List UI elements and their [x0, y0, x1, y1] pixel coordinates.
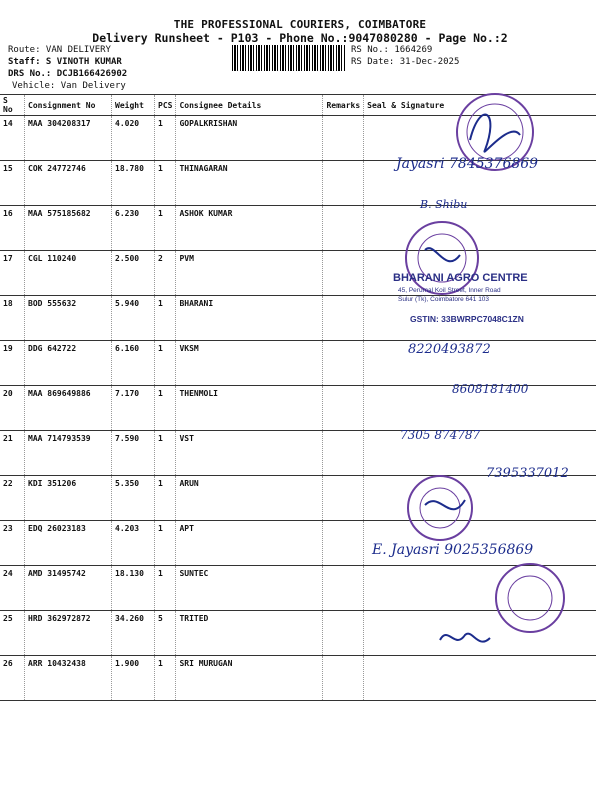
- cell-sno: 19: [0, 341, 25, 386]
- cell-sno: 21: [0, 431, 25, 476]
- route: Route: VAN DELIVERY: [8, 45, 111, 55]
- cell-pcs: 2: [155, 251, 176, 296]
- cell-consignment: COK 24772746: [25, 161, 112, 206]
- cell-consignment: ARR 10432438: [25, 656, 112, 701]
- table-row: [0, 116, 596, 161]
- col-signature: Seal & Signature: [364, 95, 596, 116]
- cell-sno: 22: [0, 476, 25, 521]
- cell-remarks: [323, 386, 364, 431]
- cell-consignment: EDQ 26023183: [25, 521, 112, 566]
- cell-weight: 4.020: [112, 116, 155, 161]
- cell-pcs: 5: [155, 611, 176, 656]
- cell-pcs: 1: [155, 206, 176, 251]
- signature-row16: B. Shibu: [420, 198, 468, 211]
- company-title: THE PROFESSIONAL COURIERS, COIMBATORE: [173, 18, 427, 31]
- cell-weight: 4.203: [112, 521, 155, 566]
- cell-pcs: 1: [155, 566, 176, 611]
- cell-consignment: MAA 304208317: [25, 116, 112, 161]
- meta-left: [8, 44, 127, 92]
- signature-row21: 7305 874787: [400, 428, 481, 442]
- col-remarks: Remarks: [323, 95, 364, 116]
- cell-weight: 34.260: [112, 611, 155, 656]
- stamp-bharani-title: BHARANI AGRO CENTRE: [393, 272, 528, 284]
- cell-signature: [364, 296, 596, 341]
- cell-pcs: 1: [155, 386, 176, 431]
- cell-remarks: [323, 251, 364, 296]
- table-row: [0, 521, 596, 566]
- cell-sno: 26: [0, 656, 25, 701]
- cell-consignee: PVM: [176, 251, 323, 296]
- table-body: [0, 116, 596, 701]
- drs-no: DRS No.: DCJB166426902: [8, 69, 128, 79]
- signature-row22: 7395337012: [486, 466, 569, 481]
- cell-signature: [364, 566, 596, 611]
- cell-sno: 23: [0, 521, 25, 566]
- runsheet-subtitle: Delivery Runsheet - P103 - Phone No.:9047080280 - Page No.:2: [92, 31, 508, 45]
- cell-consignment: MAA 575185682: [25, 206, 112, 251]
- cell-pcs: 1: [155, 341, 176, 386]
- meta-right: [351, 44, 459, 68]
- table-row: [0, 656, 596, 701]
- cell-consignment: BOD 555632: [25, 296, 112, 341]
- cell-signature: [364, 161, 596, 206]
- table-row: [0, 566, 596, 611]
- table-row: [0, 341, 596, 386]
- cell-consignee: VKSM: [176, 341, 323, 386]
- signature-row24: E. Jayasri 9025356869: [372, 542, 534, 558]
- cell-consignment: KDI 351206: [25, 476, 112, 521]
- cell-consignee: ARUN: [176, 476, 323, 521]
- cell-pcs: 1: [155, 476, 176, 521]
- vehicle: Vehicle: Van Delivery: [12, 81, 126, 91]
- col-sno: S No: [0, 95, 25, 116]
- cell-pcs: 1: [155, 431, 176, 476]
- col-consignee: Consignee Details: [176, 95, 323, 116]
- cell-consignment: MAA 869649886: [25, 386, 112, 431]
- cell-remarks: [323, 431, 364, 476]
- table-row: [0, 611, 596, 656]
- table-row: [0, 251, 596, 296]
- cell-consignee: THENMOLI: [176, 386, 323, 431]
- cell-weight: 18.130: [112, 566, 155, 611]
- cell-consignee: THINAGARAN: [176, 161, 323, 206]
- stamp-bharani-line2: Sulur (Tk), Coimbatore 641 103: [398, 296, 490, 303]
- cell-signature: [364, 476, 596, 521]
- cell-weight: 6.230: [112, 206, 155, 251]
- cell-sno: 25: [0, 611, 25, 656]
- cell-sno: 24: [0, 566, 25, 611]
- cell-consignee: APT: [176, 521, 323, 566]
- cell-consignee: ASHOK KUMAR: [176, 206, 323, 251]
- signature-row20: 8608181400: [452, 382, 529, 396]
- cell-consignment: MAA 714793539: [25, 431, 112, 476]
- cell-remarks: [323, 476, 364, 521]
- cell-signature: [364, 656, 596, 701]
- cell-weight: 2.500: [112, 251, 155, 296]
- cell-remarks: [323, 116, 364, 161]
- cell-sno: 15: [0, 161, 25, 206]
- runsheet-table: [0, 94, 596, 701]
- cell-pcs: 1: [155, 116, 176, 161]
- staff: Staff: S VINOTH KUMAR: [8, 57, 122, 67]
- cell-remarks: [323, 566, 364, 611]
- cell-remarks: [323, 296, 364, 341]
- cell-consignee: SUNTEC: [176, 566, 323, 611]
- cell-signature: [364, 611, 596, 656]
- cell-sno: 16: [0, 206, 25, 251]
- cell-weight: 5.350: [112, 476, 155, 521]
- table-row: [0, 431, 596, 476]
- cell-remarks: [323, 341, 364, 386]
- cell-consignment: DDG 642722: [25, 341, 112, 386]
- cell-pcs: 1: [155, 296, 176, 341]
- cell-weight: 7.170: [112, 386, 155, 431]
- rs-no: RS No.: 1664269: [351, 45, 433, 55]
- cell-signature: [364, 431, 596, 476]
- cell-sno: 18: [0, 296, 25, 341]
- cell-sno: 17: [0, 251, 25, 296]
- cell-sno: 20: [0, 386, 25, 431]
- cell-remarks: [323, 206, 364, 251]
- col-weight: Weight: [112, 95, 155, 116]
- cell-consignment: AMD 31495742: [25, 566, 112, 611]
- cell-weight: 6.160: [112, 341, 155, 386]
- cell-remarks: [323, 611, 364, 656]
- cell-weight: 7.590: [112, 431, 155, 476]
- cell-signature: [364, 386, 596, 431]
- stamp-bharani-gst: GSTIN: 33BWRPC7048C1ZN: [410, 314, 524, 324]
- cell-pcs: 1: [155, 161, 176, 206]
- table-header-row: [0, 95, 596, 116]
- cell-consignee: GOPALKRISHAN: [176, 116, 323, 161]
- cell-remarks: [323, 656, 364, 701]
- barcode: [232, 45, 346, 71]
- cell-consignment: HRD 362972872: [25, 611, 112, 656]
- cell-consignee: VST: [176, 431, 323, 476]
- cell-consignee: BHARANI: [176, 296, 323, 341]
- table-row: [0, 476, 596, 521]
- cell-weight: 5.940: [112, 296, 155, 341]
- cell-weight: 18.780: [112, 161, 155, 206]
- cell-remarks: [323, 161, 364, 206]
- table-row: [0, 296, 596, 341]
- cell-signature: [364, 116, 596, 161]
- col-pcs: PCS: [155, 95, 176, 116]
- table-row: [0, 386, 596, 431]
- cell-remarks: [323, 521, 364, 566]
- cell-consignment: CGL 110240: [25, 251, 112, 296]
- cell-pcs: 1: [155, 521, 176, 566]
- stamp-bharani-line1: 45, Perumal Koil Street, Inner Road: [398, 287, 501, 294]
- cell-weight: 1.900: [112, 656, 155, 701]
- cell-signature: [364, 341, 596, 386]
- signature-row15: Jayasri 7845376869: [396, 156, 539, 172]
- rs-date: RS Date: 31-Dec-2025: [351, 57, 460, 67]
- cell-consignee: SRI MURUGAN: [176, 656, 323, 701]
- signature-row19-phone: 8220493872: [408, 342, 491, 357]
- col-consignment: Consignment No: [25, 95, 112, 116]
- cell-signature: [364, 521, 596, 566]
- table-row: [0, 161, 596, 206]
- cell-consignee: TRITED: [176, 611, 323, 656]
- cell-pcs: 1: [155, 656, 176, 701]
- cell-signature: [364, 251, 596, 296]
- cell-signature: [364, 206, 596, 251]
- cell-sno: 14: [0, 116, 25, 161]
- table-row: [0, 206, 596, 251]
